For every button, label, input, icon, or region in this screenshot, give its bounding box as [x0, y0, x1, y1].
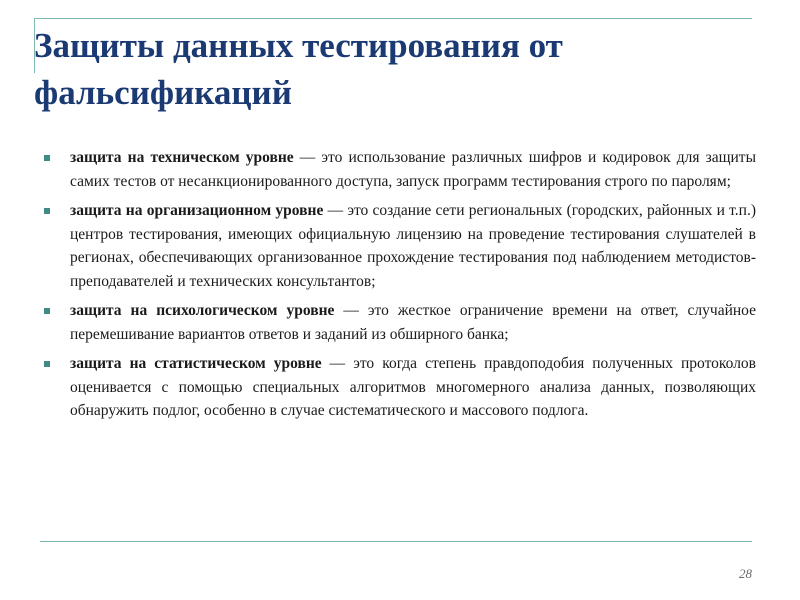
list-item — [40, 146, 756, 193]
item-text: — это создание сети региональных (городских, районных и т.п.) центров тестирования, имеющих официальную лицензию на проведение тестирования слушателей в регионах, обеспечивающих организованное прохождение тестирования под наблюдением методистов-преподавателей и технических консультантов; — [70, 202, 756, 290]
item-term: защита на техническом уровне — [70, 149, 294, 166]
list-item — [40, 299, 756, 346]
item-text: — это когда степень правдоподобия полученных протоколов оценивается с помощью специальных алгоритмов многомерного анализа данных, позволяющих обнаружить подлог, особенно в случае систематического и массового подлога. — [70, 355, 757, 419]
item-term: защита на статистическом уровне — [70, 355, 322, 372]
item-term: защита на психологическом уровне — [70, 302, 335, 319]
slide-title: Защиты данных тестирования от фальсификаций — [34, 26, 563, 112]
item-text: — это жесткое ограничение времени на ответ, случайное перемешивание вариантов ответов и заданий из обширного банка; — [70, 302, 756, 343]
square-bullet-icon — [44, 361, 50, 367]
item-term: защита на организационном уровне — [70, 202, 324, 219]
top-rule — [34, 18, 752, 19]
square-bullet-icon — [44, 155, 50, 161]
bullet-list — [40, 146, 756, 429]
bottom-rule — [40, 541, 752, 542]
square-bullet-icon — [44, 308, 50, 314]
list-item — [40, 352, 756, 423]
square-bullet-icon — [44, 208, 50, 214]
item-text: — это использование различных шифров и кодировок для защиты самих тестов от несанкционированного доступа, запуск программ тестирования строго по паролям; — [70, 149, 756, 190]
list-item — [40, 199, 756, 293]
page-number: 28 — [739, 566, 752, 581]
